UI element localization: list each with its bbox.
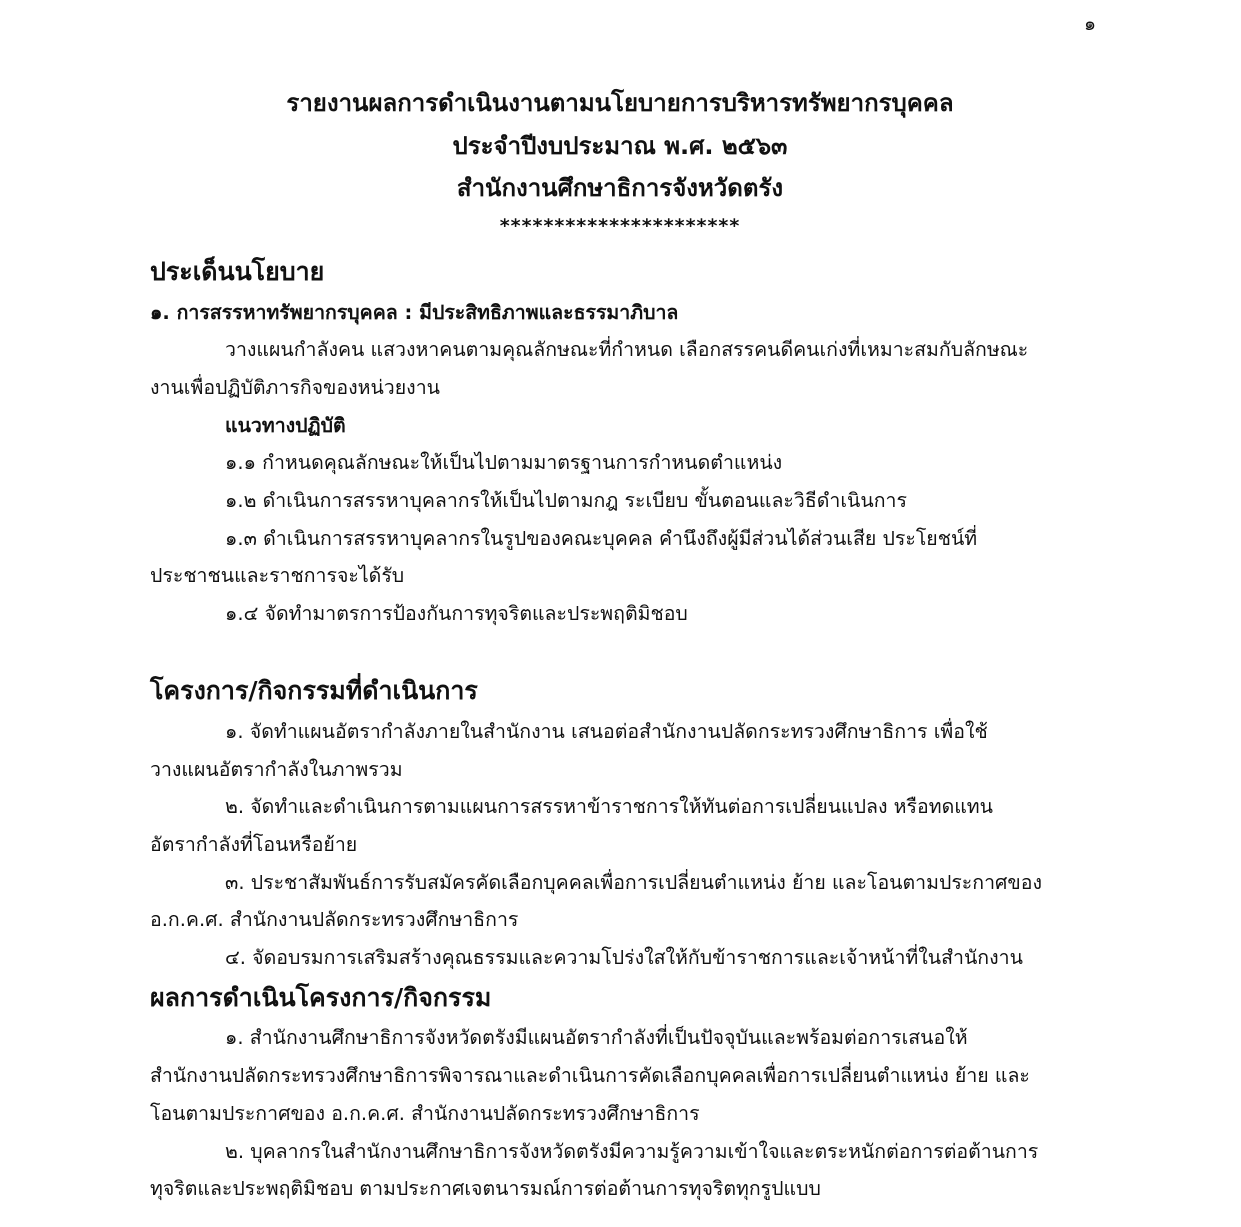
report-office: สำนักงานศึกษาธิการจังหวัดตรัง (456, 174, 784, 202)
practice-heading: แนวทางปฏิบัติ (225, 414, 346, 437)
results-heading: ผลการดำเนินโครงการ/กิจกรรม (150, 983, 492, 1012)
projects-heading: โครงการ/กิจกรรมที่ดำเนินการ (150, 676, 478, 705)
project-item: ๔. จัดอบรมการเสริมสร้างคุณธรรมและความโปร่งใสให้กับข้าราชการและเจ้าหน้าที่ในสำนักงาน (225, 946, 1023, 969)
project-item: ๒. จัดทำและดำเนินการตามแผนการสรรหาข้าราชการให้ทันต่อการเปลี่ยนแปลง หรือทดแทน (225, 795, 993, 818)
practice-item: ๑.๔ จัดทำมาตรการป้องกันการทุจริตและประพฤติมิชอบ (225, 602, 688, 625)
practice-item: ๑.๑ กำหนดคุณลักษณะให้เป็นไปตามมาตรฐานการกำหนดตำแหน่ง (225, 451, 783, 474)
practice-item: ๑.๒ ดำเนินการสรรหาบุคลากรให้เป็นไปตามกฎ ระเบียบ ขั้นตอนและวิธีดำเนินการ (225, 489, 907, 512)
policy-item-title: ๑. การสรรหาทรัพยากรบุคคล : มีประสิทธิภาพและธรรมาภิบาล (150, 301, 679, 324)
project-item: ๑. จัดทำแผนอัตรากำลังภายในสำนักงาน เสนอต่อสำนักงานปลัดกระทรวงศึกษาธิการ เพื่อใช้ (225, 720, 988, 743)
result-item-continuation: ทุจริตและประพฤติมิชอบ ตามประกาศเจตนารมณ์การต่อต้านการทุจริตทุกรูปแบบ (150, 1177, 821, 1200)
result-item-continuation: โอนตามประกาศของ อ.ก.ค.ศ. สำนักงานปลัดกระทรวงศึกษาธิการ (150, 1102, 700, 1125)
project-item-continuation: อ.ก.ค.ศ. สำนักงานปลัดกระทรวงศึกษาธิการ (150, 908, 519, 931)
report-fiscal-year: ประจำปีงบประมาณ พ.ศ. ๒๕๖๓ (452, 132, 788, 160)
title-separator: ********************** (499, 215, 741, 237)
project-item-continuation: อัตรากำลังที่โอนหรือย้าย (150, 833, 358, 856)
project-item: ๓. ประชาสัมพันธ์การรับสมัครคัดเลือกบุคคลเพื่อการเปลี่ยนตำแหน่ง ย้าย และโอนตามประกาศของ (225, 871, 1042, 894)
project-item-continuation: วางแผนอัตรากำลังในภาพรวม (150, 758, 403, 781)
policy-description-line: งานเพื่อปฏิบัติภารกิจของหน่วยงาน (150, 376, 440, 399)
practice-item: ๑.๓ ดำเนินการสรรหาบุคลากรในรูปของคณะบุคคล คำนึงถึงผู้มีส่วนได้ส่วนเสีย ประโยชน์ที่ (225, 527, 978, 550)
policy-heading: ประเด็นนโยบาย (150, 257, 325, 286)
policy-description-line: วางแผนกำลังคน แสวงหาคนตามคุณลักษณะที่กำหนด เลือกสรรคนดีคนเก่งที่เหมาะสมกับลักษณะ (225, 338, 1029, 361)
report-title: รายงานผลการดำเนินงานตามนโยบายการบริหารทรัพยากรบุคคล (286, 89, 954, 117)
result-item: ๒. บุคลากรในสำนักงานศึกษาธิการจังหวัดตรังมีความรู้ความเข้าใจและตระหนักต่อการต่อต้านการ (225, 1140, 1039, 1163)
page-number: ๑ (1083, 13, 1096, 35)
result-item: ๑. สำนักงานศึกษาธิการจังหวัดตรังมีแผนอัตรากำลังที่เป็นปัจจุบันและพร้อมต่อการเสนอให้ (225, 1026, 968, 1049)
practice-item-continuation: ประชาชนและราชการจะได้รับ (150, 564, 405, 587)
result-item-continuation: สำนักงานปลัดกระทรวงศึกษาธิการพิจารณาและดำเนินการคัดเลือกบุคคลเพื่อการเปลี่ยนตำแหน่ง ย้าย และ (150, 1064, 1030, 1087)
